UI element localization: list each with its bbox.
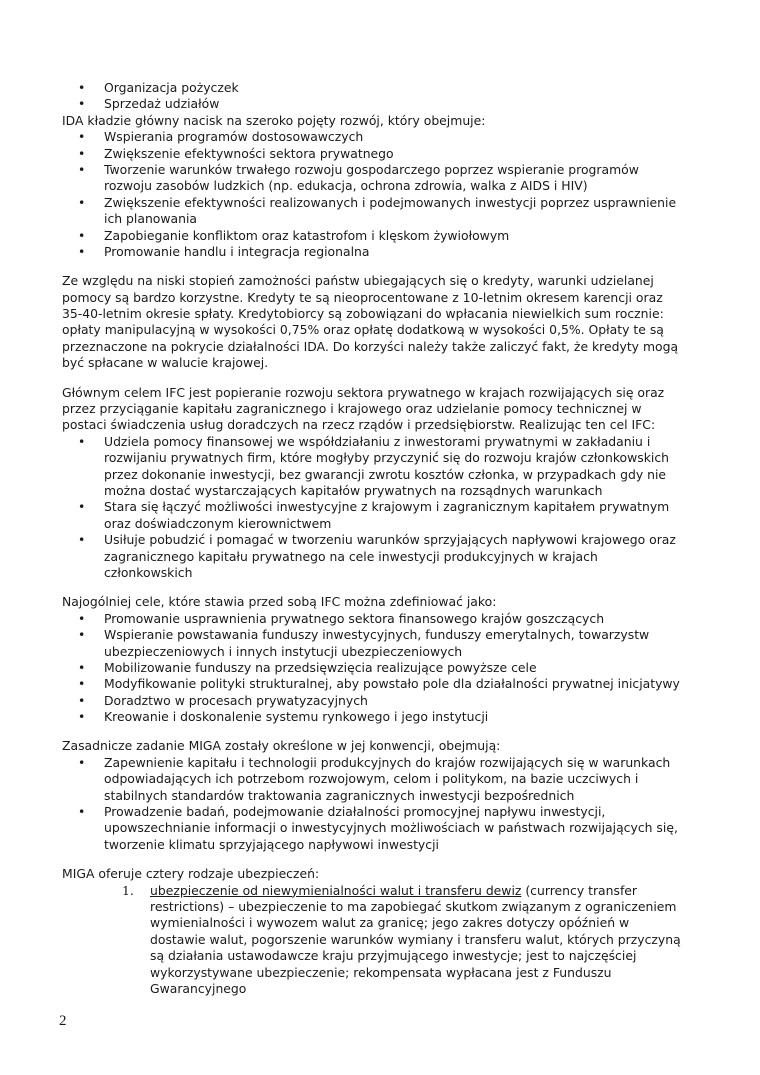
page-number: 2 bbox=[59, 1013, 67, 1029]
bullet-icon: • bbox=[78, 129, 86, 145]
list-item-line: odpowiadających ich potrzebom rozwojowym, celom i politykom, na bazie uczciwych i bbox=[104, 771, 639, 787]
list-item-line: Sprzedaż udziałów bbox=[104, 96, 220, 112]
list-item-line: tworzenie klimatu sprzyjającego napływowi inwestycji bbox=[104, 836, 439, 852]
spacer bbox=[62, 372, 722, 385]
list-item-line: członkowskich bbox=[104, 564, 193, 580]
paragraph bbox=[62, 738, 722, 754]
list-item-line: restrictions) – ubezpieczenie to ma zapobiegać skutkom związanym z ograniczeniem bbox=[150, 898, 677, 914]
bullet-icon: • bbox=[78, 194, 86, 210]
paragraph bbox=[62, 273, 722, 371]
bullet-icon: • bbox=[78, 161, 86, 177]
bullet-icon: • bbox=[78, 610, 86, 626]
bullet-icon: • bbox=[78, 627, 86, 643]
list-item-line: ich planowania bbox=[104, 211, 197, 227]
list-item-line: Zwiększenie efektywności realizowanych i podejmowanych inwestycji poprzez usprawnienie bbox=[104, 194, 677, 210]
paragraph-line: 35-40-letnim okresie spłaty. Kredytobiorcy są zobowiązani do wpłacania niewielkich sum rocznie: bbox=[62, 306, 664, 322]
list-item-line: Wspieranie powstawania funduszy inwestycyjnych, funduszy emerytalnych, towarzystw bbox=[104, 627, 650, 643]
list-item bbox=[62, 804, 722, 853]
bullet-icon: • bbox=[78, 692, 86, 708]
bullet-icon: • bbox=[78, 499, 86, 515]
list-item-line: Organizacja pożyczek bbox=[104, 80, 239, 95]
list-item bbox=[62, 80, 722, 96]
list-item bbox=[62, 499, 722, 532]
paragraph-line: Głównym celem IFC jest popieranie rozwoju sektora prywatnego w krajach rozwijających się oraz bbox=[62, 384, 665, 400]
bullet-icon: • bbox=[78, 227, 86, 243]
bullet-list bbox=[62, 80, 722, 113]
list-item bbox=[62, 434, 722, 500]
list-item-line: Gwarancyjnego bbox=[150, 980, 247, 996]
list-item bbox=[62, 611, 722, 627]
paragraph-line: MIGA oferuje cztery rodzaje ubezpieczeń: bbox=[62, 866, 320, 882]
list-item-line: Promowanie usprawnienia prywatnego sektora finansowego krajów goszczących bbox=[104, 610, 605, 626]
paragraph-line: być spłacane w walucie krajowej. bbox=[62, 355, 269, 371]
bullet-icon: • bbox=[78, 659, 86, 675]
paragraph-line: Zasadnicze zadanie MIGA zostały określone w jej konwencji, obejmują: bbox=[62, 738, 501, 754]
paragraph-line: przeznaczone na pokrycie działalności IDA. Do korzyści należy także zaliczyć fakt, że kredyty mogą bbox=[62, 338, 679, 354]
bullet-icon: • bbox=[78, 433, 86, 449]
list-item bbox=[62, 195, 722, 228]
list-item-line: rozwoju zasobów ludzkich (np. edukacja, ochrona zdrowia, walka z AIDS i HIV) bbox=[104, 178, 588, 194]
paragraph-line: pomocy są bardzo korzystne. Kredyty te są nieoprocentowane z 10-letnim okresem karencji oraz bbox=[62, 289, 663, 305]
list-item-line: Zapobieganie konfliktom oraz katastrofom i klęskom żywiołowym bbox=[104, 227, 510, 243]
list-item bbox=[62, 627, 722, 660]
paragraph-line: Ze względu na niski stopień zamożności państw ubiegających się o kredyty, warunki udzielanej bbox=[62, 273, 654, 289]
list-item bbox=[62, 162, 722, 195]
list-item bbox=[62, 244, 722, 260]
list-item-line: Stara się łączyć możliwości inwestycyjne z krajowym i zagranicznym kapitałem prywatnym bbox=[104, 499, 670, 515]
paragraph-line: opłaty manipulacyjną w wysokości 0,75% oraz opłatę dodatkową w wysokości 0,5%. Opłaty te są bbox=[62, 322, 664, 338]
list-item-line: Tworzenie warunków trwałego rozwoju gospodarczego poprzez wspieranie programów bbox=[104, 161, 639, 177]
list-item bbox=[62, 755, 722, 804]
list-item-line: Udziela pomocy finansowej we współdziałaniu z inwestorami prywatnymi w zakładaniu i bbox=[104, 433, 651, 449]
list-item bbox=[62, 532, 722, 581]
list-item-line: wykorzystywane ubezpieczenie; rekompensata wypłacana jest z Funduszu bbox=[150, 964, 612, 980]
list-number: 1. bbox=[122, 882, 134, 898]
spacer bbox=[62, 853, 722, 866]
list-item-line: dostawie walut, pogorszenie warunków wymiany i transferu walut, których przyczyną bbox=[150, 931, 681, 947]
bullet-icon: • bbox=[78, 243, 86, 259]
list-item-line: oraz doświadczonym kierownictwem bbox=[104, 515, 332, 531]
paragraph-line: Najogólniej cele, które stawia przed sobą IFC można zdefiniować jako: bbox=[62, 594, 497, 610]
paragraph bbox=[62, 113, 722, 129]
paragraph bbox=[62, 594, 722, 610]
paragraph bbox=[62, 866, 722, 882]
list-item bbox=[62, 129, 722, 145]
bullet-icon: • bbox=[78, 80, 86, 95]
paragraph-line: IDA kładzie główny nacisk na szeroko pojęty rozwój, który obejmuje: bbox=[62, 112, 486, 128]
list-item bbox=[62, 676, 722, 692]
bullet-list bbox=[62, 611, 722, 726]
bullet-icon: • bbox=[78, 676, 86, 692]
bullet-icon: • bbox=[78, 754, 86, 770]
bullet-icon: • bbox=[78, 709, 86, 725]
list-item-line: ubezpieczeniowych i innych instytucji ubezpieczeniowych bbox=[104, 643, 463, 659]
list-item-line: można dostać wystarczających kapitałów prywatnych na rozsądnych warunkach bbox=[104, 482, 603, 498]
paragraph bbox=[62, 385, 722, 434]
list-item-line: Zapewnienie kapitału i technologii produkcyjnych do krajów rozwijających się w warunkach bbox=[104, 754, 671, 770]
bullet-list bbox=[62, 755, 722, 853]
bullet-list bbox=[62, 434, 722, 582]
spacer bbox=[62, 581, 722, 594]
list-item-line: zagranicznego kapitału prywatnego na cele inwestycji produkcyjnych w krajach bbox=[104, 548, 598, 564]
spacer bbox=[62, 725, 722, 738]
list-item-line: Doradztwo w procesach prywatyzacyjnych bbox=[104, 692, 368, 708]
list-item bbox=[62, 228, 722, 244]
list-item-line: Modyfikowanie polityki strukturalnej, aby powstało pole dla działalności prywatnej inicjatywy bbox=[104, 676, 680, 692]
list-item-line: przez dokonanie inwestycji, bez gwarancji zwrotu kosztów członka, w przypadkach gdy nie bbox=[104, 466, 667, 482]
list-item-line: wymienialności i wywozem walut za granicę; jego zakres dotyczy opóźnień w bbox=[150, 915, 630, 931]
list-item bbox=[62, 693, 722, 709]
underlined-term: ubezpieczenie od niewymienialności walut i transferu dewiz bbox=[150, 882, 522, 898]
paragraph-line: postaci świadczenia usług doradczych na rzecz rządów i przedsiębiorstw. Realizując ten cel IFC: bbox=[62, 417, 656, 433]
list-item bbox=[62, 660, 722, 676]
list-item-line: Promowanie handlu i integracja regionalna bbox=[104, 243, 370, 259]
list-item-line: Mobilizowanie funduszy na przedsięwzięcia realizujące powyższe cele bbox=[104, 659, 537, 675]
list-item-line: Zwiększenie efektywności sektora prywatnego bbox=[104, 145, 394, 161]
bullet-icon: • bbox=[78, 145, 86, 161]
list-item-line: Usiłuje pobudzić i pomagać w tworzeniu warunków sprzyjających napływowi krajowego oraz bbox=[104, 532, 676, 548]
spacer bbox=[62, 260, 722, 273]
list-item-line: Kreowanie i doskonalenie systemu rynkowego i jego instytucji bbox=[104, 709, 489, 725]
bullet-icon: • bbox=[78, 532, 86, 548]
bullet-list bbox=[62, 129, 722, 260]
list-item bbox=[62, 96, 722, 112]
list-item-text: (currency transfer bbox=[521, 882, 638, 898]
list-item-line: upowszechnianie informacji o inwestycyjnych możliwościach w państwach rozwijających się, bbox=[104, 820, 678, 836]
bullet-icon: • bbox=[78, 96, 86, 112]
paragraph-line: przez przyciąganie kapitału zagranicznego i krajowego oraz udzielanie pomocy technicznej w bbox=[62, 401, 642, 417]
list-item-line: stabilnych standardów traktowania zagranicznych inwestycji bezpośrednich bbox=[104, 787, 575, 803]
list-item-line: Prowadzenie badań, podejmowanie działalności promocyjnej napływu inwestycji, bbox=[104, 804, 606, 820]
numbered-list-item bbox=[62, 883, 722, 998]
list-item-line bbox=[150, 883, 722, 899]
list-item-line: rozwijaniu prywatnych firm, które mogłyby przyczynić się do rozwoju krajów członkowskich bbox=[104, 450, 670, 466]
list-item-line: są działania ustawodawcze kraju przyjmującego inwestycje; jest to najczęściej bbox=[150, 948, 637, 964]
bullet-icon: • bbox=[78, 804, 86, 820]
list-item bbox=[62, 146, 722, 162]
list-item bbox=[62, 709, 722, 725]
list-item-line: Wspierania programów dostosowawczych bbox=[104, 129, 364, 145]
document-body bbox=[62, 80, 722, 997]
